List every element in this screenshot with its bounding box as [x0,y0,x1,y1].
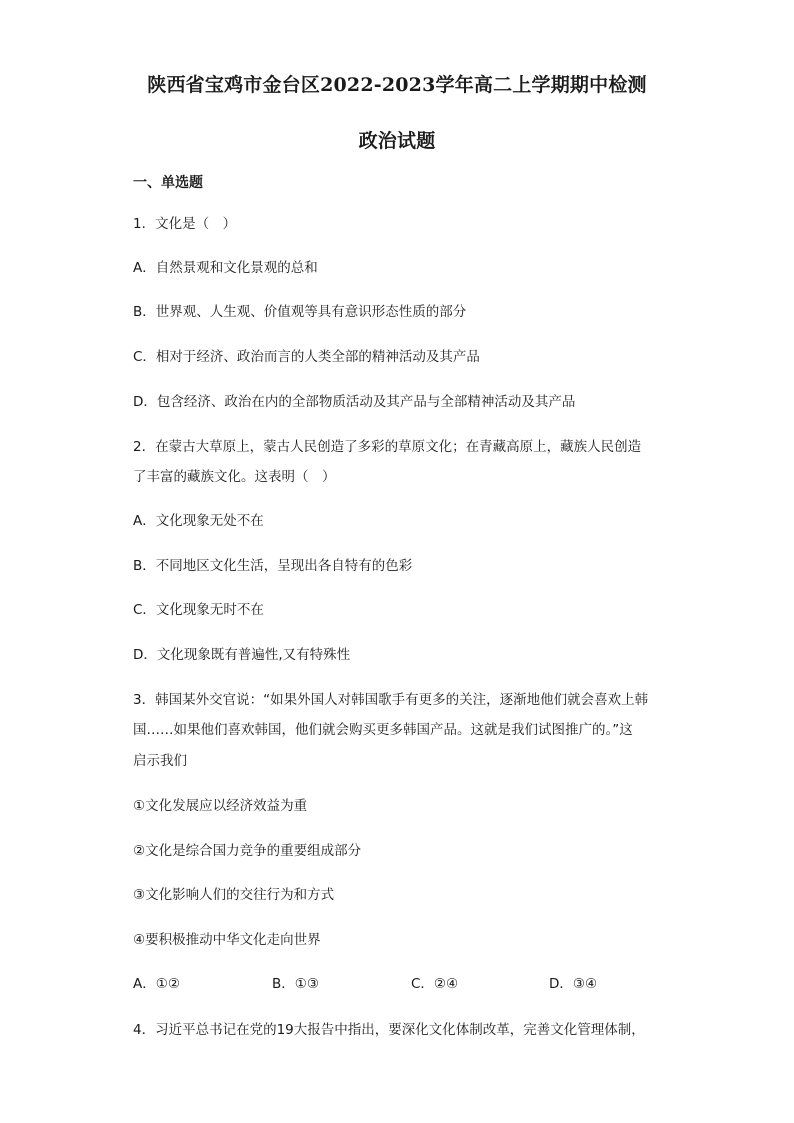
question-3-statement-2: ②文化是综合国力竞争的重要组成部分 [133,843,362,859]
question-3-option-c: C．②④ [411,976,459,992]
question-2-option-a: A．文化现象无处不在 [133,513,264,529]
section-heading: 一、单选题 [133,175,203,191]
question-2-option-b: B．不同地区文化生活，呈现出各自特有的色彩 [133,558,413,574]
question-1-option-b: B．世界观、人生观、价值观等具有意识形态性质的部分 [133,304,467,320]
question-1-option-a: A．自然景观和文化景观的总和 [133,260,318,276]
question-1-option-c: C．相对于经济、政治而言的人类全部的精神活动及其产品 [133,349,480,365]
question-4-stem-line-1: 4．习近平总书记在党的19大报告中指出，要深化文化体制改革，完善文化管理体制， [133,1022,645,1038]
question-1-option-d: D．包含经济、政治在内的全部物质活动及其产品与全部精神活动及其产品 [133,394,576,410]
question-3-stem-line-3: 启示我们 [133,753,187,769]
question-3-stem-line-2: 国……如果他们喜欢韩国，他们就会购买更多韩国产品。这就是我们试图推广的。”这 [133,722,633,738]
question-2-option-c: C．文化现象无时不在 [133,602,264,618]
document-subtitle: 政治试题 [358,130,436,152]
question-3-statement-3: ③文化影响人们的交往行为和方式 [133,887,335,903]
question-3-option-a: A．①② [133,976,180,992]
question-3-stem-line-1: 3．韩国某外交官说：“如果外国人对韩国歌手有更多的关注，逐渐地他们就会喜欢上韩 [133,692,649,708]
question-3-statement-1: ①文化发展应以经济效益为重 [133,798,308,814]
question-2-stem-line-1: 2．在蒙古大草原上，蒙古人民创造了多彩的草原文化；在青藏高原上，藏族人民创造 [133,439,642,455]
question-3-option-b: B．①③ [272,976,319,992]
question-1-stem: 1．文化是（ ） [133,216,237,232]
question-2-stem-line-2: 了丰富的藏族文化。这表明（ ） [133,469,336,485]
question-3-statement-4: ④要积极推动中华文化走向世界 [133,932,321,948]
document-title: 陕西省宝鸡市金台区2022-2023学年高二上学期期中检测 [147,74,647,96]
question-3-option-d: D．③④ [549,976,598,992]
question-2-option-d: D．文化现象既有普遍性,又有特殊性 [133,647,351,663]
